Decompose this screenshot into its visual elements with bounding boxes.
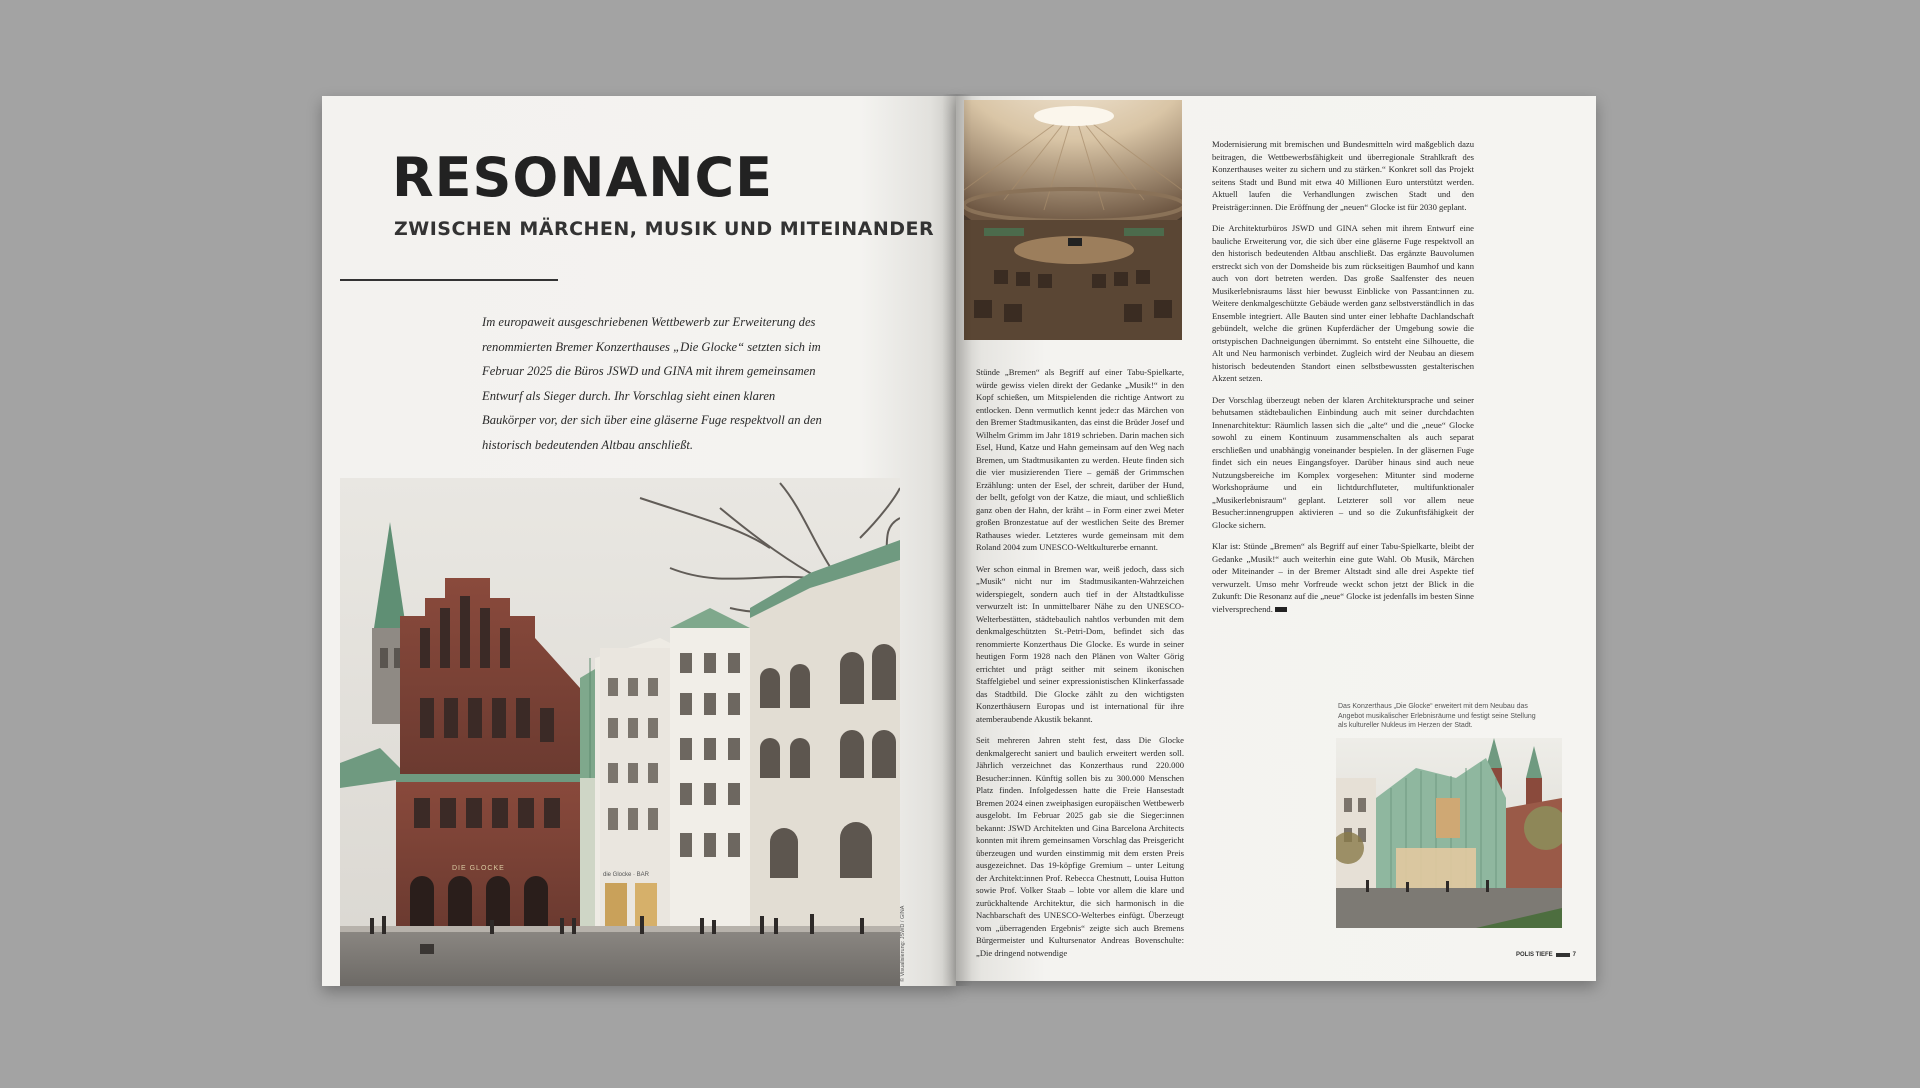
left-page xyxy=(322,96,956,986)
photo-credit: © Visualisierung: JSWD / GINA xyxy=(900,905,906,982)
magazine-spread xyxy=(322,94,1610,986)
end-mark xyxy=(1275,607,1287,612)
body-paragraph: Modernisierung mit bremischen und Bundesmitteln wird maßgeblich dazu beitragen, die Wettbewerbsfähigkeit und überregionale Strahlkraft des Konzerthauses weiter zu sichern und zu stärken.“ Konkret soll das Projekt seitens Stadt und Bund mit etwa 40 Millionen Euro unterstützt werden. Aktuell laufen die Verhandlungen zwischen Stadt und den Preisträger:innen. Die Eröffnung der „neuen“ Glocke ist für 2030 geplant. xyxy=(1212,139,1474,212)
concert-hall-facade-photo xyxy=(340,478,900,986)
concert-hall-interior-photo xyxy=(964,100,1182,340)
folio-bar xyxy=(1556,953,1570,957)
body-paragraph: Seit mehreren Jahren steht fest, dass Die Glocke denkmalgerecht saniert und baulich erweitert werden soll. Jährlich verzeichnet das Konzerthaus rund 220.000 Besucher:innen. Künftig sollen bis zu 300.000 Menschen Platz finden. Infolgedessen hatte die Freie Hansestadt Bremen 2024 einen zweiphasigen europäischen Wettbewerb ausgelobt. Im Februar 2025 gab sie die Sieger:innen bekannt: JSWD Architekten und Gina Barcelona Architects konnten mit ihrem gemeinsamen Vorschlag das Preisgericht überzeugen und wurden einstimmig mit dem ersten Preis ausgezeichnet. Das 19-köpfige Gremium – unter Leitung der Architekt:innen Prof. Rebecca Chestnutt, Louisa Hutton sowie Prof. Volker Staab – lobte vor allem die klare und zurückhaltende Architektur, die sich harmonisch in die Nachbarschaft des UNESCO-Welterbes einfügt. Überzeugt vom „überragenden Ergebnis“ zeigte sich auch Bremens Bürgermeister und Kultursenator Andreas Bovenschulte: „Die dringend notwendige xyxy=(976,735,1184,958)
title-rule xyxy=(340,279,558,281)
body-paragraph-final xyxy=(1212,540,1474,615)
body-paragraph: Stünde „Bremen“ als Begriff auf einer Tabu-Spielkarte, würde gewiss vielen direkt der Gedanke „Musik!“ in den Kopf schießen, um Mitspielenden die richtige Antwort zu entlocken. Denn vermutlich kennt jede:r das Märchen von den Bremer Stadtmusikanten, das einst die Brüder Josef und Wilhelm Grimm im Jahr 1819 schrieben. Darin machen sich Esel, Hund, Katze und Hahn gemeinsam auf den Weg nach Bremen, um Stadtmusikanten zu werden. Heute finden sich die vier musizierenden Tiere – gemäß der Grimmschen Erzählung: unten der Esel, der schreit, darüber der Hund, der bellt, gefolgt von der Katze, die miaut, und schließlich ganz oben der Hahn, der kräht – in Form einer zwei Meter großen Bronzestatue auf der westlichen Seite des Bremer Rathauses wieder. Letzteres wurde gemeinsam mit dem Roland 2004 zum UNESCO-Weltkulturerbe ernannt. xyxy=(976,367,1184,552)
body-paragraph: Die Architekturbüros JSWD und GINA sehen mit ihrem Entwurf eine bauliche Erweiterung vor, die sich über eine gläserne Fuge respektvoll an den historisch bedeutenden Altbau anschließt. Das ergänzte Bauvolumen erstreckt sich von der Domsheide bis zum rückseitigen Baumhof und kann auch von dort betreten werden. Das große Saalfenster des neuen Musikerlebnisraums lässt hier bewusst Einblicke von Passant:innen zu. Weitere denkmalgeschützte Gebäude werden ganz selbstverständlich in das Ensemble integriert. Alle Bauten sind unter einer lebhafte Dachlandschaft gebündelt, welche die grünen Kupferdächer der Umgebung sowie die ortstypischen Dachneigungen übernimmt. So entsteht eine Silhouette, die Alt und Neu harmonisch verbindet. Zugleich wird der Neubau an diesem historisch bedeutenden Standort einen selbstbewussten gestalterischen Akzent setzen. xyxy=(1212,223,1474,383)
intro-paragraph: Im europaweit ausgeschriebenen Wettbewerb zur Erweiterung des renommierten Bremer Konzerthauses „Die Glocke“ setzten sich im Februar 2025 die Büros JSWD und GINA mit ihrem gemeinsamen Entwurf als Sieger durch. Ihr Vorschlag sieht einen klaren Baukörper vor, der sich über eine gläserne Fuge respektvoll an den historisch bedeutenden Altbau anschließt. xyxy=(482,315,822,452)
page-folio xyxy=(1516,952,1576,958)
photo-caption: Das Konzerthaus „Die Glocke“ erweitert mit dem Neubau das Angebot musikalischer Erlebnisräume und festigt seine Stellung als kultureller Nukleus im Herzen der Stadt. xyxy=(1338,703,1536,729)
page-number: 7 xyxy=(1572,952,1577,958)
facade-sign-bar: die Glocke · BAR xyxy=(603,872,650,878)
article-title: RESONANCE xyxy=(392,146,773,209)
closing-text: Klar ist: Stünde „Bremen“ als Begriff auf einer Tabu-Spielkarte, bleibt der Gedanke „Musik!“ auch weiterhin eine gute Wahl. Ob Musik, Märchen oder Miteinander – in der Bremer Altstadt sind alle drei Aspekte tief verwurzelt. Umso mehr Vorfreude weckt schon jetzt der Blick in die Zukunft: Die Resonanz auf die „neue“ Glocke ist jedenfalls im besten Sinne vielversprechend. xyxy=(1212,541,1474,614)
text-column-1 xyxy=(976,366,1184,968)
text-column-2 xyxy=(1212,138,1474,624)
extension-exterior-photo xyxy=(1336,738,1562,928)
right-page xyxy=(956,96,1596,981)
folio-label: POLIS TIEFE xyxy=(1516,952,1553,958)
article-subtitle: ZWISCHEN MÄRCHEN, MUSIK UND MITEINANDER xyxy=(394,218,935,240)
body-paragraph: Der Vorschlag überzeugt neben der klaren Architektursprache und seiner behutsamen städtebaulichen Einbindung auch mit seiner durchdachten Innenarchitektur: Räumlich lassen sich die „alte“ und die „neue“ Glocke sowohl zu einem Kontinuum zusammenschalten als auch separat erschließen und unabhängig voneinander bespielen. In der gläsernen Fuge findet sich ein neues Eingangsfoyer. Darüber hinaus sind auch neue Nutzungsbereiche im Komplex vorgesehen: Mitunter sind moderne Workshopräume und ein lichtdurchfluteter, multifunktionaler „Musikerlebnisraum“ geplant. Letzterer soll vor allem neue Besucher:innengruppen aktivieren – und so die Zukunftsfähigkeit der Glocke sichern. xyxy=(1212,394,1474,530)
body-paragraph: Wer schon einmal in Bremen war, weiß jedoch, dass sich „Musik“ nicht nur im Stadtmusikanten-Wahrzeichen widerspiegelt, sondern auch tief in der Altstadtkulisse verwurzelt ist: In unmittelbarer Nähe zu den UNESCO-Welterbestätten, städtebaulich nahtlos verbunden mit dem denkmalgeschützten St.-Petri-Dom, befindet sich das renommierte Konzerthaus Die Glocke. Es wurde in seiner heutigen Form 1928 nach den Plänen von Walter Görig errichtet und prägt seither mit seinem ikonischen Staffelgiebel und seiner expressionistischen Klinkerfassade das Stadtbild. Die Glocke zählt zu den wichtigsten Konzerthäusern Europas und ist international für ihre atemberaubende Akustik bekannt. xyxy=(976,563,1184,724)
facade-sign-main: DIE GLOCKE xyxy=(452,865,505,872)
